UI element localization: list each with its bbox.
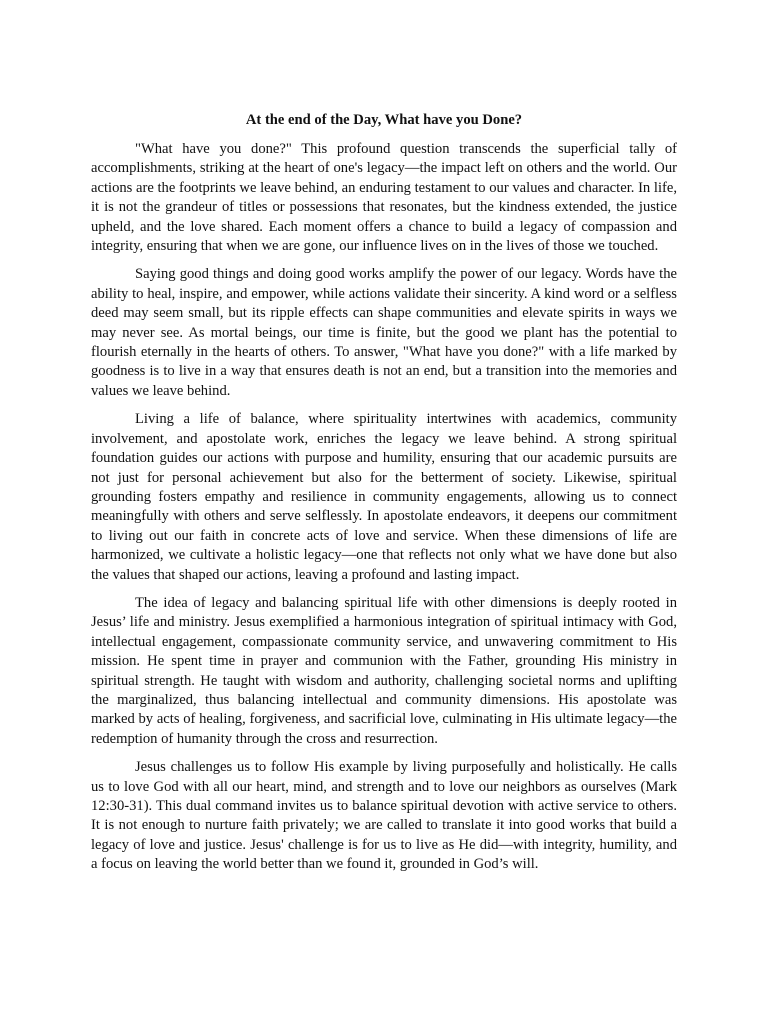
- document-body: [91, 109, 677, 884]
- document-title: At the end of the Day, What have you Done?: [245, 112, 523, 128]
- paragraph-4: The idea of legacy and balancing spiritual life with other dimensions is deeply rooted in Jesus’ life and ministry. Jesus exemplified a harmonious integration of spiritual intimacy with God, intellectual engagement, compassionate community service, and unwavering commitment to His mission. He spent time in prayer and communion with the Father, grounding His ministry in spiritual strength. He taught with wisdom and authority, challenging societal norms and uplifting the marginalized, thus balancing intellectual and community dimensions. His apostolate was marked by acts of healing, forgiveness, and sacrificial love, culminating in His ultimate legacy—the redemption of humanity through the cross and resurrection.: [91, 594, 677, 747]
- paragraph-5: Jesus challenges us to follow His example by living purposefully and holistically. He calls us to love God with all our heart, mind, and strength and to love our neighbors as ourselves (Mark 12:30-31). This dual command invites us to balance spiritual devotion with active service to others. It is not enough to nurture faith privately; we are called to translate it into good works that build a legacy of love and justice. Jesus' challenge is for us to live as He did—with integrity, humility, and a focus on leaving the world better than we found it, grounded in God’s will.: [91, 759, 677, 873]
- paragraph-1: "What have you done?" This profound question transcends the superficial tally of accomplishments, striking at the heart of one's legacy—the impact left on others and the world. Our actions are the footprints we leave behind, an enduring testament to our values and character. In life, it is not the grandeur of titles or possessions that resonates, but the kindness extended, the justice upheld, and the love shared. Each moment offers a chance to build a legacy of compassion and integrity, ensuring that when we are gone, our influence lives on in the lives of those we touched.: [91, 141, 677, 255]
- paragraph-3: Living a life of balance, where spirituality intertwines with academics, community involvement, and apostolate work, enriches the legacy we leave behind. A strong spiritual foundation guides our actions with purpose and humility, ensuring that our academic pursuits are not just for personal achievement but also for the betterment of society. Likewise, spiritual grounding fosters empathy and resilience in community engagements, allowing us to connect meaningfully with others and serve selflessly. In apostolate endeavors, it deepens our commitment to living out our faith in concrete acts of love and service. When these dimensions of life are harmonized, we cultivate a holistic legacy—one that reflects not only what we have done but also the values that shaped our actions, leaving a profound and lasting impact.: [91, 411, 677, 583]
- paragraph-2: Saying good things and doing good works amplify the power of our legacy. Words have the ability to heal, inspire, and empower, while actions validate their sincerity. A kind word or a selfless deed may seem small, but its ripple effects can shape communities and elevate spirits in ways we may never see. As mortal beings, our time is finite, but the good we plant has the potential to flourish eternally in the hearts of others. To answer, "What have you done?" with a life marked by goodness is to live in a way that ensures death is not an end, but a transition into the memories and values we leave behind.: [91, 266, 677, 399]
